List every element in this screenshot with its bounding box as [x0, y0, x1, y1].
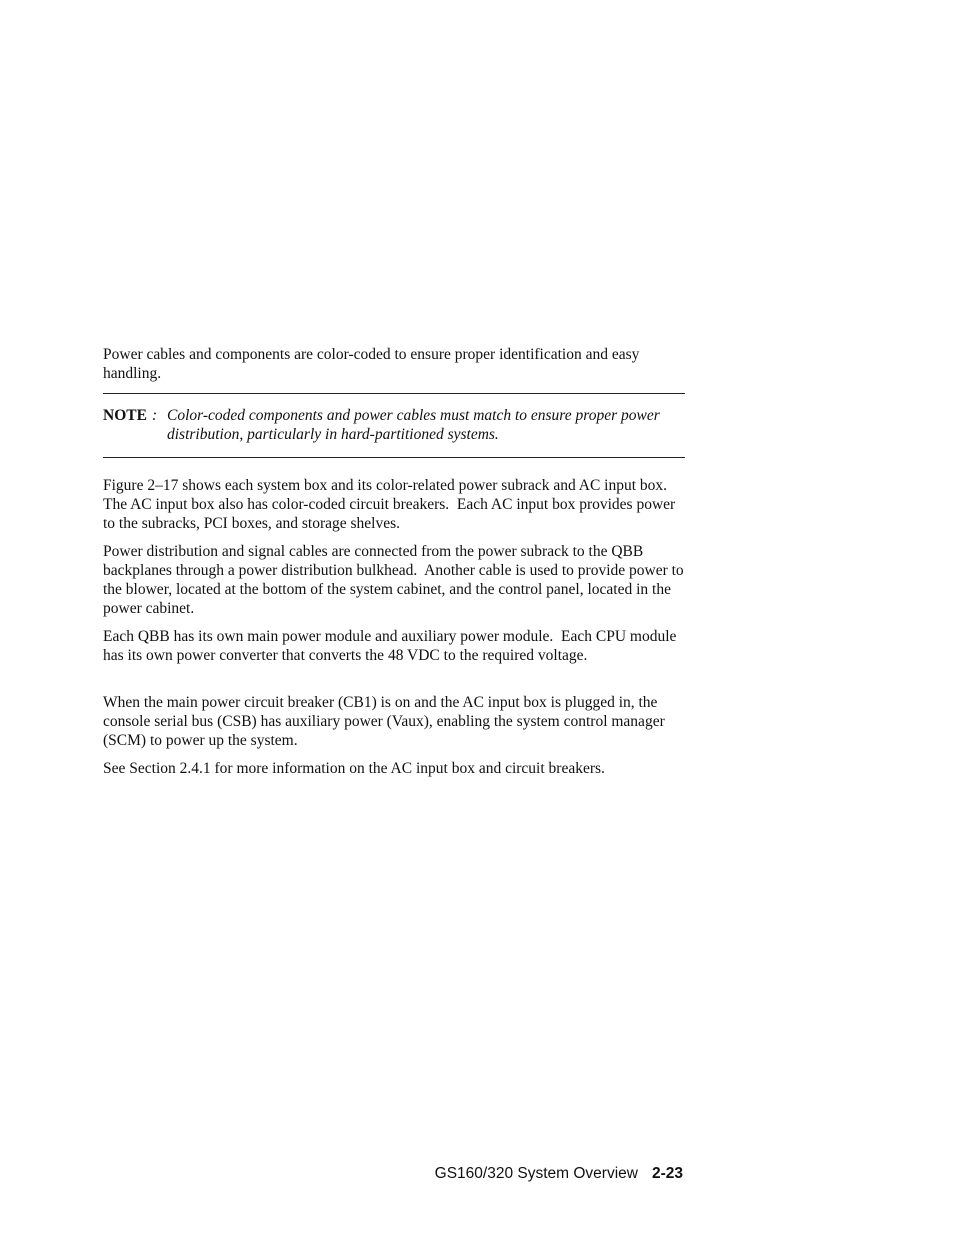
intro-paragraph: Power cables and components are color-coded to ensure proper identification and easy handling. — [103, 346, 640, 382]
page-number: 2-23 — [651, 1165, 683, 1182]
note-label: NOTE — [103, 407, 147, 424]
note-text: Color-coded components and power cables must match to ensure proper power distribution, particularly in hard-partitioned systems. — [167, 407, 660, 443]
footer-title: GS160/320 System Overview — [434, 1165, 638, 1182]
note-separator: : — [152, 407, 158, 424]
note-bottom-rule — [103, 457, 685, 458]
body-paragraph-circuit-breaker: When the main power circuit breaker (CB1) is on and the AC input box is plugged in, the console serial bus (CSB) has auxiliary power (Vaux), enabling the system control manager (SCM) to power up the system. — [103, 694, 669, 749]
body-paragraph-figure: Figure 2–17 shows each system box and its color-related power subrack and AC input box. The AC input box also has color-coded circuit breakers. Each AC input box provides power to the subracks, PCI boxes, and storage shelves. — [103, 477, 683, 532]
body-paragraph-qbb: Each QBB has its own main power module and auxiliary power module. Each CPU module has its own power converter that converts the 48 VDC to the required voltage. — [103, 628, 681, 664]
body-paragraph-distribution: Power distribution and signal cables are connected from the power subrack to the QBB backplanes through a power distribution bulkhead. Another cable is used to provide power to the blower, located at the bottom of the system cabinet, and the control panel, located in the power cabinet. — [103, 543, 688, 617]
page-footer — [435, 1164, 683, 1183]
note-top-rule — [103, 393, 685, 394]
body-paragraph-see-section: See Section 2.4.1 for more information on the AC input box and circuit breakers. — [103, 760, 605, 777]
